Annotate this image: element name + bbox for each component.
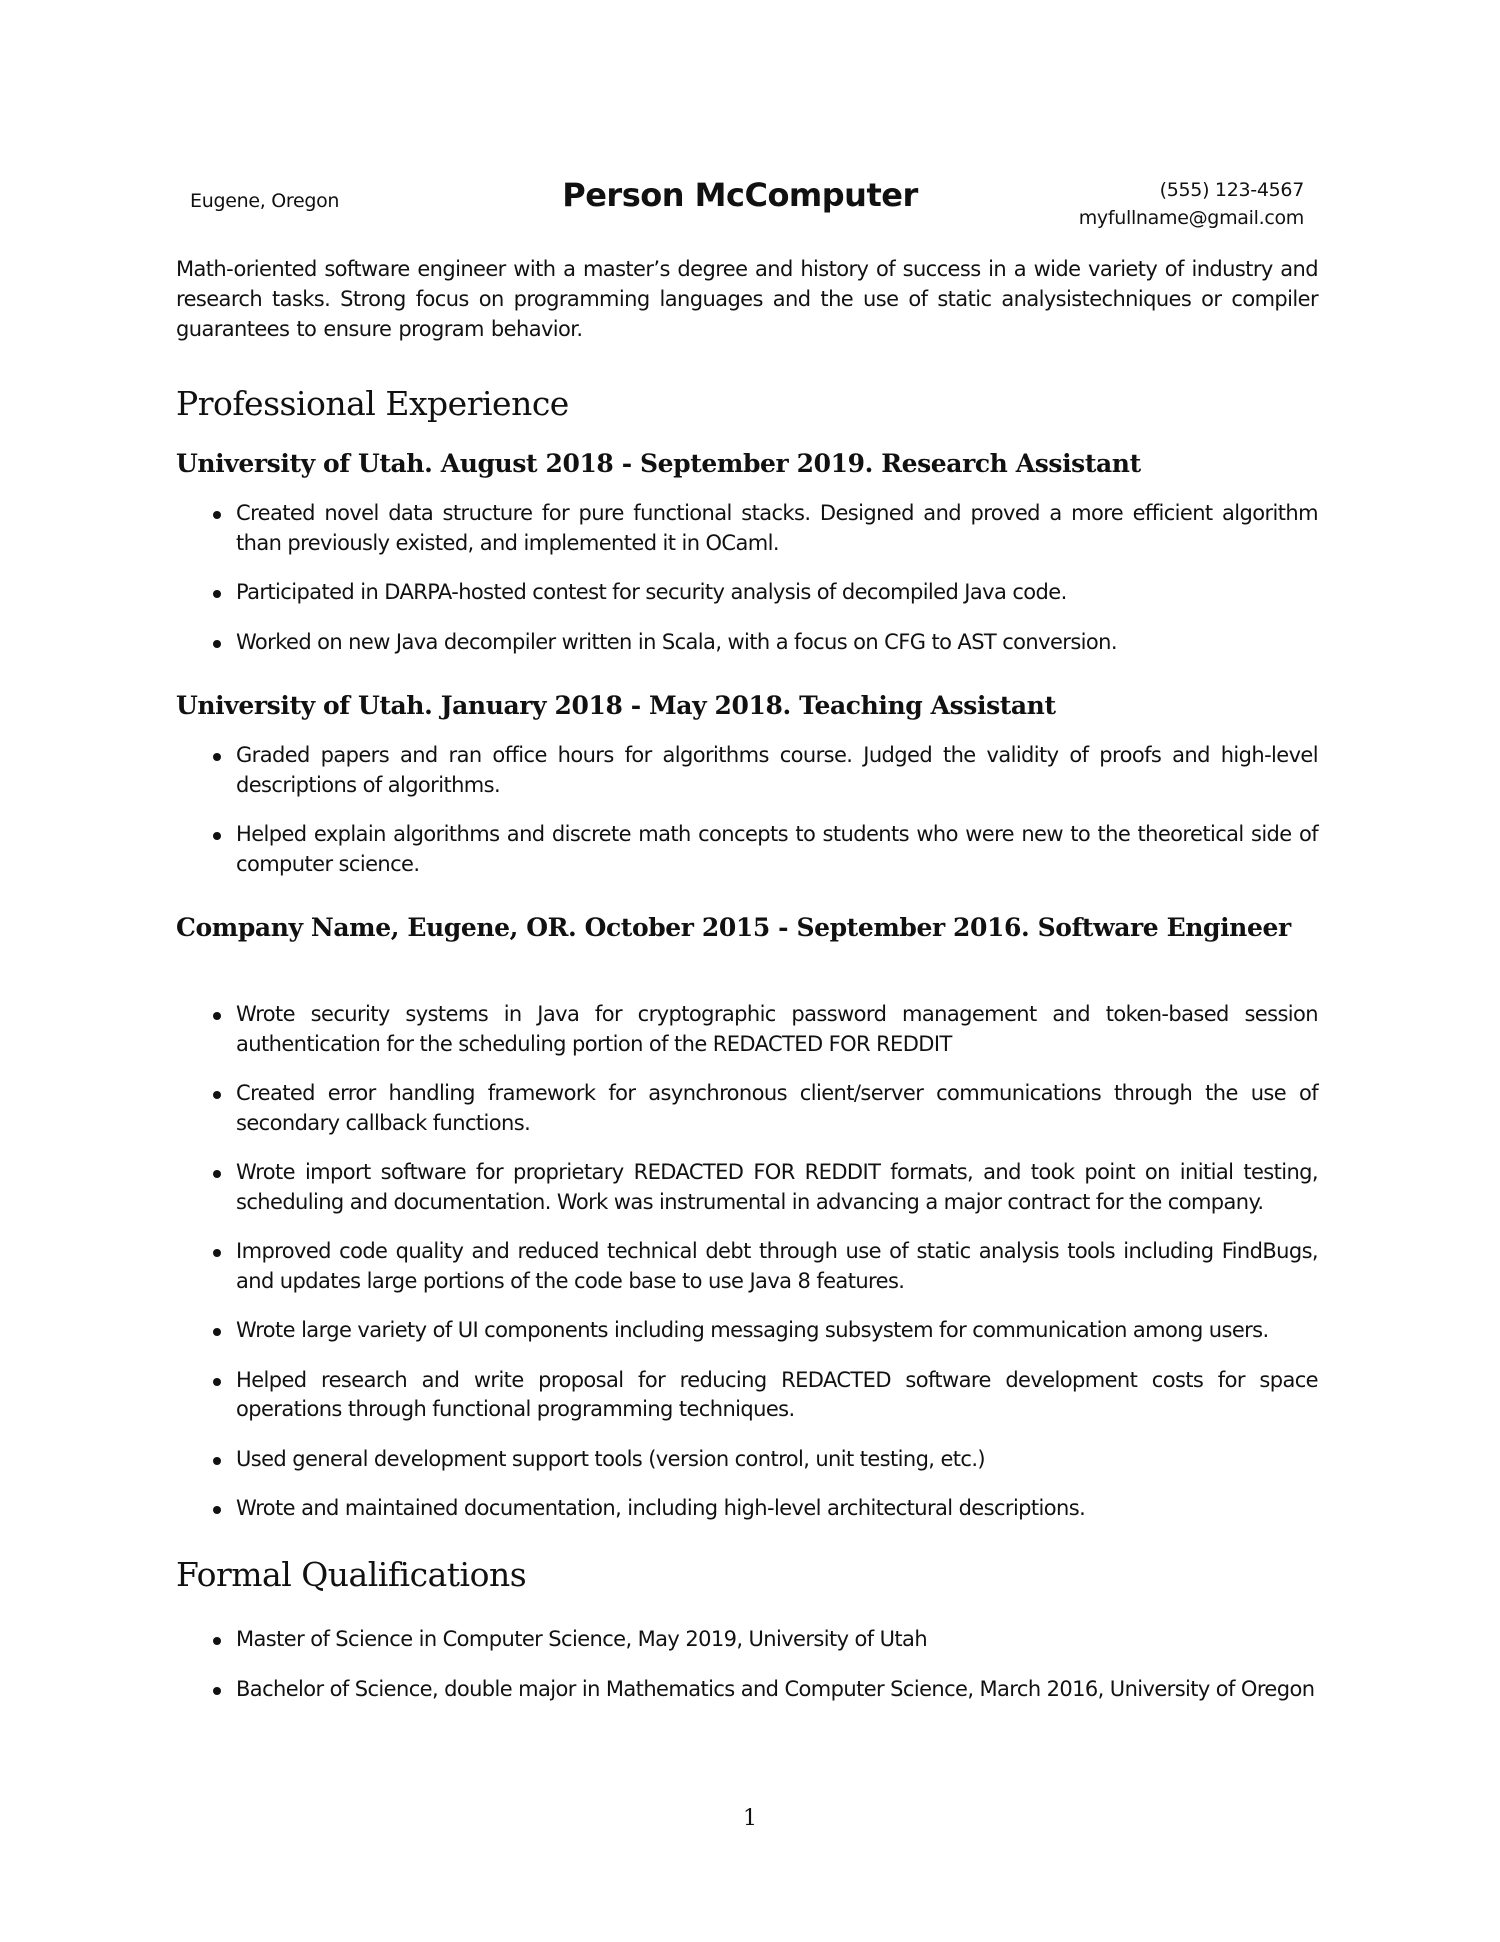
bullet-icon (213, 1637, 221, 1645)
candidate-name: Person McComputer (562, 176, 918, 214)
bullet-icon (213, 590, 221, 598)
bullet-icon (213, 832, 221, 840)
summary-paragraph: Math-oriented software engineer with a master’s degree and history of success in a wide variety of industry and research tasks. Strong focus on programming languages and the use of static analysistechniques or compiler guarantees to ensure program behavior. (176, 257, 1318, 341)
list-item: Created error handling framework for asynchronous client/server communications through the use of secondary callback functions. (176, 1079, 1318, 1138)
section-title-experience: Professional Experience (176, 384, 569, 423)
list-item: Participated in DARPA-hosted contest for security analysis of decompiled Java code. (176, 578, 1318, 608)
job-bullets (176, 1000, 1318, 1524)
list-item: Worked on new Java decompiler written in Scala, with a focus on CFG to AST conversion. (176, 628, 1318, 658)
job-heading: University of Utah. August 2018 - September 2019. Research Assistant (176, 449, 1141, 478)
list-item: Helped research and write proposal for reducing REDACTED software development costs for space operations through functional programming techniques. (176, 1366, 1318, 1425)
list-item: Created novel data structure for pure functional stacks. Designed and proved a more efficient algorithm than previously existed, and implemented it in OCaml. (176, 499, 1318, 558)
job-heading: Company Name, Eugene, OR. October 2015 - September 2016. Software Engineer (176, 913, 1291, 942)
list-item: Bachelor of Science, double major in Mathematics and Computer Science, March 2016, University of Oregon (176, 1675, 1318, 1705)
location: Eugene, Oregon (190, 190, 340, 212)
bullet-icon (213, 753, 221, 761)
list-item: Used general development support tools (version control, unit testing, etc.) (176, 1445, 1318, 1475)
qualifications-list (176, 1625, 1318, 1704)
list-item: Graded papers and ran office hours for algorithms course. Judged the validity of proofs and high-level descriptions of algorithms. (176, 741, 1318, 800)
phone-number: (555) 123-4567 (1159, 179, 1304, 201)
bullet-icon (213, 1012, 221, 1020)
list-item: Helped explain algorithms and discrete math concepts to students who were new to the theoretical side of computer science. (176, 820, 1318, 879)
page-number: 1 (743, 1806, 757, 1831)
list-item: Improved code quality and reduced technical debt through use of static analysis tools including FindBugs, and updates large portions of the code base to use Java 8 features. (176, 1237, 1318, 1296)
bullet-icon (213, 1091, 221, 1099)
job-bullets (176, 741, 1318, 879)
bullet-icon (213, 1170, 221, 1178)
bullet-icon (213, 1249, 221, 1257)
bullet-icon (213, 1687, 221, 1695)
bullet-icon (213, 1457, 221, 1465)
resume-header (176, 176, 1304, 236)
list-item: Wrote large variety of UI components including messaging subsystem for communication among users. (176, 1316, 1318, 1346)
list-item: Wrote security systems in Java for cryptographic password management and token-based session authentication for the scheduling portion of the REDACTED FOR REDDIT (176, 1000, 1318, 1059)
bullet-icon (213, 1506, 221, 1514)
email-address: myfullname@gmail.com (1078, 207, 1304, 229)
list-item: Wrote and maintained documentation, including high-level architectural descriptions. (176, 1494, 1318, 1524)
bullet-icon (213, 1378, 221, 1386)
bullet-icon (213, 511, 221, 519)
section-title-qualifications: Formal Qualifications (176, 1555, 527, 1594)
contact-info (1079, 176, 1304, 232)
job-bullets (176, 499, 1318, 657)
bullet-icon (213, 1328, 221, 1336)
list-item: Master of Science in Computer Science, May 2019, University of Utah (176, 1625, 1318, 1655)
job-heading: University of Utah. January 2018 - May 2018. Teaching Assistant (176, 691, 1056, 720)
list-item: Wrote import software for proprietary REDACTED FOR REDDIT formats, and took point on initial testing, scheduling and documentation. Work was instrumental in advancing a major contract for the company. (176, 1158, 1318, 1217)
bullet-icon (213, 640, 221, 648)
